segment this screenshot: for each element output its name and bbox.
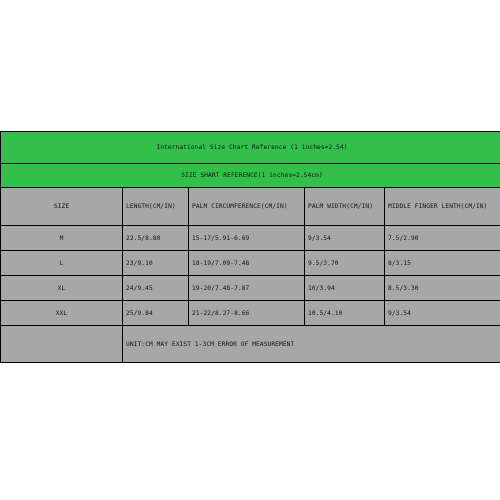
column-header-size: SIZE bbox=[1, 188, 123, 226]
table-row bbox=[1, 226, 500, 251]
palm-circumference-cell: 18-19/7.09-7.48 bbox=[189, 251, 305, 276]
middle-finger-length-cell: 8.5/3.30 bbox=[385, 276, 500, 301]
column-header-palm-circumference: PALM CIRCUMFERENCE(CM/IN) bbox=[189, 188, 305, 226]
table-row bbox=[1, 251, 500, 276]
chart-title: International Size Chart Reference (1 inches=2.54) bbox=[1, 132, 500, 164]
palm-width-cell: 10.5/4.10 bbox=[305, 301, 385, 326]
palm-circumference-cell: 15-17/5.91-6.69 bbox=[189, 226, 305, 251]
size-cell: XXL bbox=[1, 301, 123, 326]
size-cell: XL bbox=[1, 276, 123, 301]
palm-circumference-cell: 19-20/7.48-7.87 bbox=[189, 276, 305, 301]
palm-circumference-cell: 21-22/8.27-8.66 bbox=[189, 301, 305, 326]
measurement-note: UNIT:CM MAY EXIST 1-3CM ERROR OF MEASUREMENT bbox=[123, 326, 500, 363]
size-cell: L bbox=[1, 251, 123, 276]
length-cell: 25/9.84 bbox=[123, 301, 189, 326]
table-row bbox=[1, 301, 500, 326]
title-row bbox=[1, 132, 500, 164]
subtitle-row bbox=[1, 164, 500, 188]
note-spacer bbox=[1, 326, 123, 363]
middle-finger-length-cell: 7.5/2.90 bbox=[385, 226, 500, 251]
middle-finger-length-cell: 8/3.15 bbox=[385, 251, 500, 276]
note-row bbox=[1, 326, 500, 363]
column-header-length: LENGTH(CM/IN) bbox=[123, 188, 189, 226]
palm-width-cell: 10/3.94 bbox=[305, 276, 385, 301]
size-chart-table bbox=[0, 131, 500, 363]
length-cell: 22.5/8.80 bbox=[123, 226, 189, 251]
middle-finger-length-cell: 9/3.54 bbox=[385, 301, 500, 326]
length-cell: 24/9.45 bbox=[123, 276, 189, 301]
column-header-palm-width: PALM WIDTH(CM/IN) bbox=[305, 188, 385, 226]
column-header-middle-finger-length: MIDDLE FINGER LENTH(CM/IN) bbox=[385, 188, 500, 226]
header-row bbox=[1, 188, 500, 226]
length-cell: 23/9.10 bbox=[123, 251, 189, 276]
size-cell: M bbox=[1, 226, 123, 251]
table-row bbox=[1, 276, 500, 301]
palm-width-cell: 9.5/3.70 bbox=[305, 251, 385, 276]
chart-subtitle: SIZE SHART REFERENCE(1 inches=2.54cm) bbox=[1, 164, 500, 188]
palm-width-cell: 9/3.54 bbox=[305, 226, 385, 251]
